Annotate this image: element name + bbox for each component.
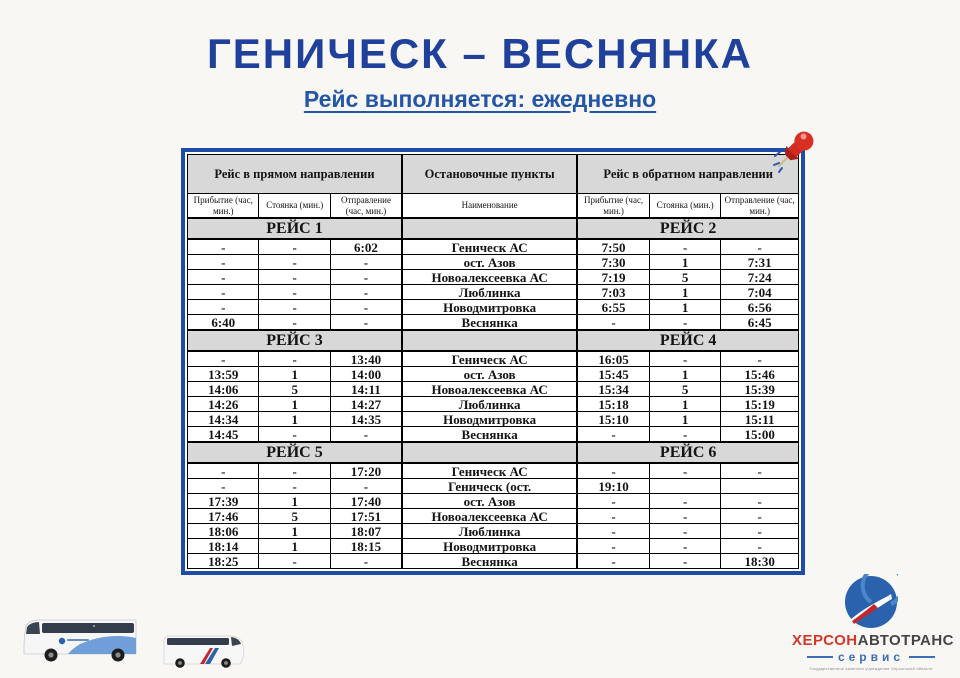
time-cell: -	[188, 463, 259, 479]
time-cell: 5	[649, 382, 720, 397]
time-cell: -	[577, 463, 649, 479]
logo-brand-name	[792, 632, 955, 649]
time-cell: 18:07	[330, 524, 401, 539]
time-cell: -	[721, 239, 799, 255]
stop-name-cell: Новоалексеевка АС	[402, 382, 577, 397]
stop-name-cell: Новодмитровка	[402, 412, 577, 427]
stop-name-cell: Веснянка	[402, 315, 577, 331]
time-cell: -	[330, 427, 401, 443]
logo-subbrand: сервис	[837, 650, 905, 664]
timetable-row	[188, 367, 799, 382]
col-header-departure-ret: Отправление (час, мин.)	[721, 194, 799, 219]
time-cell: -	[259, 554, 330, 569]
logo-road-icon	[844, 574, 898, 630]
timetable-row	[188, 270, 799, 285]
time-cell: 16:05	[577, 351, 649, 367]
time-cell: 17:20	[330, 463, 401, 479]
time-cell: 14:34	[188, 412, 259, 427]
timetable-row	[188, 427, 799, 443]
time-cell: 7:31	[721, 255, 799, 270]
time-cell: -	[649, 351, 720, 367]
timetable-row	[188, 285, 799, 300]
time-cell: -	[330, 270, 401, 285]
time-cell: -	[721, 351, 799, 367]
stop-name-cell: Геническ АС	[402, 463, 577, 479]
stop-name-cell: Люблинка	[402, 524, 577, 539]
time-cell: -	[259, 427, 330, 443]
stop-name-cell: Новодмитровка	[402, 300, 577, 315]
logo-brand-red: ХЕРСОН	[792, 632, 858, 649]
col-header-name: Наименование	[402, 194, 577, 219]
stop-name-cell: Геническ АС	[402, 351, 577, 367]
timetable-row	[188, 539, 799, 554]
time-cell: -	[330, 315, 401, 331]
time-cell: 7:03	[577, 285, 649, 300]
time-cell: -	[721, 494, 799, 509]
time-cell: 5	[649, 270, 720, 285]
time-cell: -	[259, 463, 330, 479]
time-cell: -	[188, 300, 259, 315]
time-cell: 15:18	[577, 397, 649, 412]
logo-subbrand-row	[792, 650, 950, 664]
time-cell: -	[577, 427, 649, 443]
time-cell: 15:00	[721, 427, 799, 443]
time-cell: 17:51	[330, 509, 401, 524]
section-header-row	[188, 218, 799, 239]
time-cell: 15:34	[577, 382, 649, 397]
time-cell: 15:11	[721, 412, 799, 427]
time-cell: -	[330, 285, 401, 300]
time-cell: 1	[649, 285, 720, 300]
stop-name-cell: ост. Азов	[402, 367, 577, 382]
stop-name-cell: Новодмитровка	[402, 539, 577, 554]
time-cell: 5	[259, 509, 330, 524]
col-header-stop-fwd: Стоянка (мин.)	[259, 194, 330, 219]
time-cell: -	[188, 351, 259, 367]
stop-name-cell: Люблинка	[402, 285, 577, 300]
section-left-label: РЕЙС 3	[188, 330, 402, 351]
time-cell: -	[577, 509, 649, 524]
time-cell: -	[259, 315, 330, 331]
time-cell: 15:45	[577, 367, 649, 382]
time-cell: 15:19	[721, 397, 799, 412]
large-bus-image	[24, 620, 136, 662]
logo-dash-left	[807, 656, 833, 658]
time-cell: -	[577, 524, 649, 539]
time-cell: 7:24	[721, 270, 799, 285]
timetable-table	[187, 154, 799, 569]
col-header-departure-fwd: Отправление (час, мин.)	[330, 194, 401, 219]
time-cell: -	[330, 479, 401, 494]
group-header-forward: Рейс в прямом направлении	[188, 155, 402, 194]
time-cell: -	[577, 539, 649, 554]
timetable-row	[188, 463, 799, 479]
time-cell: -	[330, 300, 401, 315]
time-cell: 6:56	[721, 300, 799, 315]
time-cell: 17:40	[330, 494, 401, 509]
stop-name-cell: Новоалексеевка АС	[402, 509, 577, 524]
time-cell: -	[721, 524, 799, 539]
time-cell: 7:30	[577, 255, 649, 270]
time-cell: -	[577, 315, 649, 331]
time-cell	[721, 479, 799, 494]
time-cell: 19:10	[577, 479, 649, 494]
time-cell: -	[649, 315, 720, 331]
time-cell: -	[721, 463, 799, 479]
time-cell: 7:04	[721, 285, 799, 300]
time-cell: -	[259, 239, 330, 255]
time-cell: 1	[649, 412, 720, 427]
section-middle-cell	[402, 330, 577, 351]
time-cell: 1	[259, 412, 330, 427]
time-cell: 14:26	[188, 397, 259, 412]
timetable-row	[188, 509, 799, 524]
company-logo	[792, 574, 955, 671]
time-cell: -	[259, 255, 330, 270]
timetable-row	[188, 300, 799, 315]
stop-name-cell: Веснянка	[402, 554, 577, 569]
time-cell: 1	[649, 367, 720, 382]
section-right-label: РЕЙС 2	[577, 218, 798, 239]
time-cell: 6:40	[188, 315, 259, 331]
time-cell	[649, 479, 720, 494]
time-cell: -	[259, 285, 330, 300]
stop-name-cell: Люблинка	[402, 397, 577, 412]
time-cell: -	[330, 255, 401, 270]
timetable-row	[188, 479, 799, 494]
time-cell: 14:11	[330, 382, 401, 397]
time-cell: 14:06	[188, 382, 259, 397]
time-cell: -	[649, 539, 720, 554]
time-cell: -	[577, 494, 649, 509]
logo-brand-dark: АВТОТРАНС	[857, 632, 955, 649]
time-cell: -	[188, 239, 259, 255]
timetable-row	[188, 494, 799, 509]
time-cell: 18:06	[188, 524, 259, 539]
time-cell: 14:35	[330, 412, 401, 427]
timetable-row	[188, 255, 799, 270]
time-cell: 13:40	[330, 351, 401, 367]
logo-tagline: Государственное казенное учреждение Херсонской области	[809, 666, 933, 671]
time-cell: -	[330, 554, 401, 569]
time-cell: 14:45	[188, 427, 259, 443]
section-middle-cell	[402, 218, 577, 239]
time-cell: 1	[649, 300, 720, 315]
time-cell: 5	[259, 382, 330, 397]
time-cell: -	[259, 270, 330, 285]
time-cell: 6:02	[330, 239, 401, 255]
time-cell: -	[188, 270, 259, 285]
timetable-row	[188, 412, 799, 427]
time-cell: 7:19	[577, 270, 649, 285]
time-cell: 17:46	[188, 509, 259, 524]
time-cell: 1	[259, 397, 330, 412]
small-bus-image	[164, 636, 244, 668]
stop-name-cell: ост. Азов	[402, 255, 577, 270]
time-cell: -	[188, 479, 259, 494]
time-cell: 18:14	[188, 539, 259, 554]
timetable-row	[188, 382, 799, 397]
col-header-arrival-ret: Прибытие (час, мин.)	[577, 194, 649, 219]
time-cell: 1	[259, 524, 330, 539]
section-left-label: РЕЙС 5	[188, 442, 402, 463]
time-cell: -	[649, 524, 720, 539]
time-cell: -	[259, 300, 330, 315]
time-cell: 18:25	[188, 554, 259, 569]
timetable	[181, 148, 805, 575]
page-subtitle: Рейс выполняется: ежедневно	[303, 86, 657, 112]
time-cell: -	[721, 509, 799, 524]
time-cell: -	[721, 539, 799, 554]
stop-name-cell: Геническ АС	[402, 239, 577, 255]
timetable-row	[188, 351, 799, 367]
time-cell: 1	[259, 367, 330, 382]
time-cell: -	[259, 479, 330, 494]
time-cell: -	[649, 554, 720, 569]
section-header-row	[188, 442, 799, 463]
time-cell: 15:10	[577, 412, 649, 427]
time-cell: -	[649, 463, 720, 479]
timetable-row	[188, 239, 799, 255]
time-cell: 15:46	[721, 367, 799, 382]
time-cell: -	[649, 239, 720, 255]
time-cell: -	[259, 351, 330, 367]
time-cell: 18:15	[330, 539, 401, 554]
timetable-row	[188, 524, 799, 539]
time-cell: -	[577, 554, 649, 569]
section-right-label: РЕЙС 6	[577, 442, 798, 463]
group-header-stops: Остановочные пункты	[402, 155, 577, 194]
timetable-body	[188, 218, 799, 569]
time-cell: 6:55	[577, 300, 649, 315]
time-cell: 15:39	[721, 382, 799, 397]
time-cell: -	[649, 494, 720, 509]
time-cell: -	[188, 255, 259, 270]
time-cell: 7:50	[577, 239, 649, 255]
section-header-row	[188, 330, 799, 351]
time-cell: -	[649, 509, 720, 524]
time-cell: 18:30	[721, 554, 799, 569]
column-header-row	[188, 194, 799, 219]
time-cell: 1	[649, 397, 720, 412]
group-header-row	[188, 155, 799, 194]
stop-name-cell: Новоалексеевка АС	[402, 270, 577, 285]
section-right-label: РЕЙС 4	[577, 330, 798, 351]
time-cell: -	[188, 285, 259, 300]
section-left-label: РЕЙС 1	[188, 218, 402, 239]
stop-name-cell: Веснянка	[402, 427, 577, 443]
time-cell: 14:27	[330, 397, 401, 412]
group-header-return: Рейс в обратном направлении	[577, 155, 798, 194]
time-cell: 6:45	[721, 315, 799, 331]
bus-images	[18, 608, 248, 670]
time-cell: 14:00	[330, 367, 401, 382]
section-middle-cell	[402, 442, 577, 463]
col-header-stop-ret: Стоянка (мин.)	[649, 194, 720, 219]
time-cell: 1	[259, 494, 330, 509]
time-cell: 1	[259, 539, 330, 554]
page-title: ГЕНИЧЕСК – ВЕСНЯНКА	[206, 30, 754, 77]
timetable-row	[188, 315, 799, 331]
logo-dash-right	[909, 656, 935, 658]
stop-name-cell: Геническ (ост.	[402, 479, 577, 494]
col-header-arrival-fwd: Прибытие (час, мин.)	[188, 194, 259, 219]
time-cell: 1	[649, 255, 720, 270]
stop-name-cell: ост. Азов	[402, 494, 577, 509]
time-cell: 13:59	[188, 367, 259, 382]
pushpin-icon	[767, 126, 817, 180]
timetable-row	[188, 554, 799, 569]
timetable-row	[188, 397, 799, 412]
time-cell: 17:39	[188, 494, 259, 509]
time-cell: -	[649, 427, 720, 443]
